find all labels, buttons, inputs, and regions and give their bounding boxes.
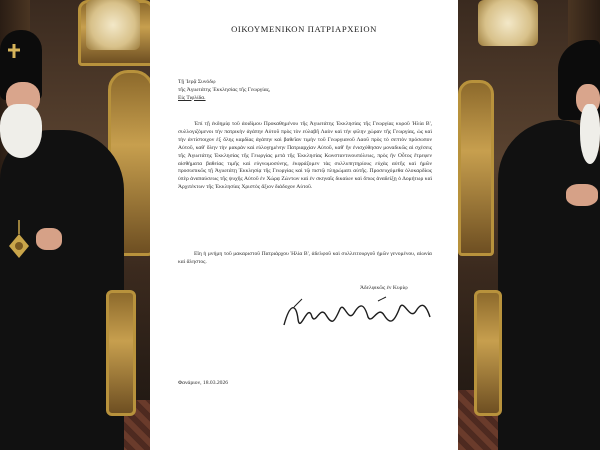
letter-date-place: Φανάριον, 18.03.2026 [178, 380, 229, 386]
handwritten-signature [282, 295, 432, 331]
black-robe [498, 120, 600, 450]
addressee-city: Εἰς Τιφλίδα. [178, 94, 206, 101]
letter-paragraph-2: Εἴη ἡ μνήμη τοῦ μακαριστοῦ Πατριάρχου Ἠλία Β', ἀδελφοῦ καὶ συλλειτουργοῦ ἡμῶν γενομένου, αἰωνία καὶ ἄληστος. [178, 251, 432, 265]
chair-arm [106, 290, 136, 416]
painted-icon [478, 0, 538, 46]
white-beard [0, 104, 42, 158]
addressee-line: Τῇ Ἱερᾷ Συνόδῳ [178, 79, 216, 85]
addressee-line: τῆς Ἁγιωτάτης Ἐκκλησίας τῆς Γεωργίας, [178, 86, 271, 93]
condolence-letter [150, 0, 458, 450]
left-photo-patriarch [0, 0, 150, 450]
panagia-medallion-icon [8, 220, 30, 260]
chair-back [458, 80, 494, 256]
right-photo-patriarch [458, 0, 600, 450]
letterhead-title: ΟΙΚΟΥΜΕΝΙΚΟΝ ΠΑΤΡΙΑΡΧΕΙΟΝ [231, 24, 377, 34]
painted-icon [86, 0, 140, 50]
hand [36, 228, 62, 250]
cross-icon [8, 44, 20, 58]
addressee-block [178, 79, 270, 102]
folded-hands [566, 184, 598, 206]
letter-paragraph-1: Ἐπί τῇ ἐκδημίᾳ τοῦ ἀοιδίμου Προκαθημένου τῆς Ἁγιωτάτης Ἐκκλησίας τῆς Γεωργίας κυροῦ Ἠλία Β', συλλογιζόμενοι τὴν πατρικὴν ἀγάπην Αὐτοῦ πρὸς τὸν εὐλαβῆ Λαὸν καὶ τὴν φίλην χώραν τῆς Γεωργίας, ὡς καὶ τὴν ἀντίστοιχον ἐξ ὅλης καρδίας ἀγάπην καὶ βαθεῖαν τιμὴν τοῦ Γεωργιανοῦ Λαοῦ πρὸς τὸ σεπτὸν πρόσωπον Αὐτοῦ, καθ' ὅλην τὴν μακρὰν καὶ εὐλογημένην Πατριαρχίαν Αὐτοῦ, καθ' ἣν ἐνισχύθησαν μοναδικῶς αἱ σχέσεις τῆς Ἁγιωτάτης Ἐκκλησίας τῆς Γεωργίας μετὰ τῆς Ἐκκλησίας Κωνσταντινουπόλεως, πρὸς ἣν Οὗτος ἔτρεφεν αἰσθήματα βαθείας τιμῆς καὶ εὐγνωμοσύνης, ἐκφράζομεν τὰς συλλυπητηρίους εὐχὰς αὐτῆς καὶ ἡμῶν προσωπικῶς τῇ Ἁγιωτάτῃ Ἐκκλησίᾳ τῆς Γεωργίας καὶ τῷ πιστῷ πληρώματι αὐτῆς. Προσευχόμεθα ὁλοκαρδίως ὑπὲρ ἀναπαύσεως τῆς ψυχῆς Αὐτοῦ ἐν Χώρᾳ Ζώντων καὶ ἐν σκηναῖς δικαίων καὶ ὅπως ἀναδείξῃ ὁ Δομήτωρ καὶ Ἀρχιτέκτων τῆς Ἐκκλησίας Χριστὸς ἄξιον διάδοχον Αὐτοῦ. [178, 121, 432, 191]
white-beard [580, 104, 600, 164]
chair-arm [474, 290, 502, 416]
closing-salutation: Ἀδελφικῶς ἐν Κυρίῳ [360, 285, 408, 291]
